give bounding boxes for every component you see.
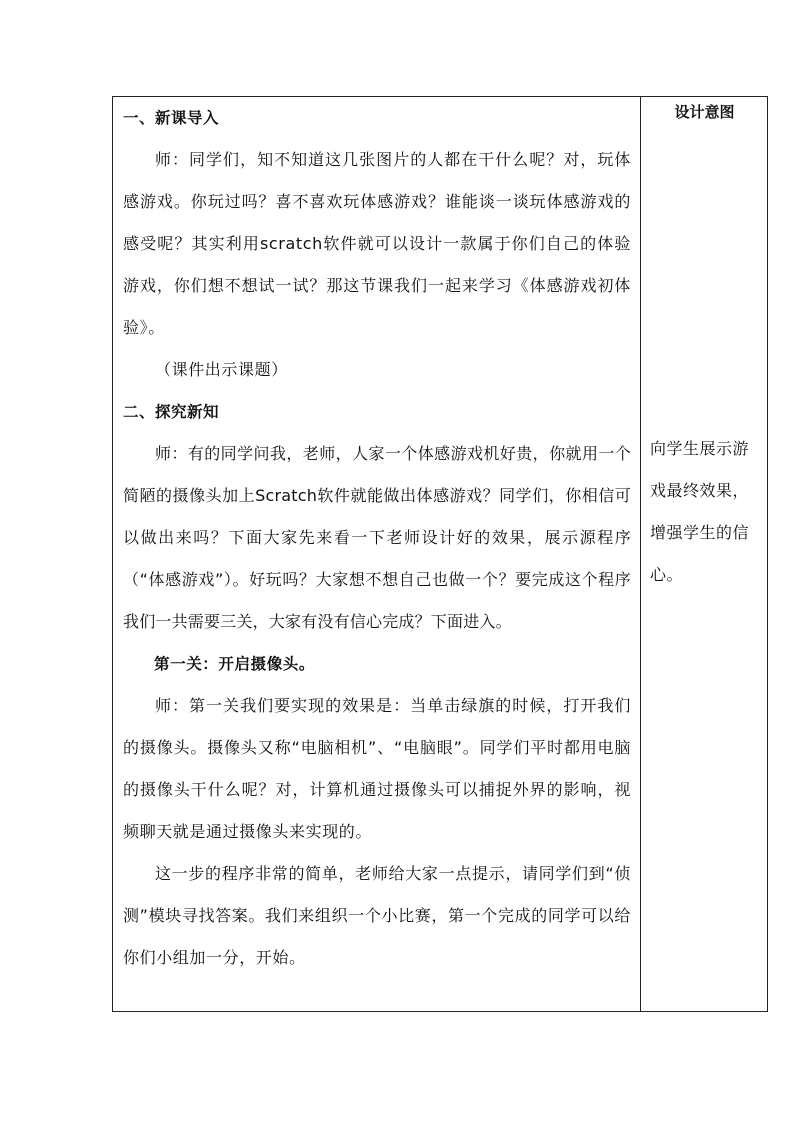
intro-paragraph-2: （课件出示课题）	[155, 360, 288, 379]
design-intent-column	[641, 97, 768, 584]
explore-paragraph-2: 师：第一关我们要实现的效果是：当单击绿旗的时候，打开我们的摄像头。摄像头又称“电脑相机”、“电脑眼”。同学们平时都用电脑的摄像头干什么呢？对，计算机通过摄像头可以捕捉外界的影响，视频聊天就是通过摄像头来实现的。	[123, 696, 631, 841]
lesson-content-column	[123, 97, 631, 979]
column-divider	[640, 97, 641, 1011]
design-intent-header: 设计意图	[674, 103, 735, 121]
intro-paragraph-1: 师：同学们，知不知道这几张图片的人都在干什么呢？对，玩体感游戏。你玩过吗？喜不喜欢玩体感游戏？谁能谈一谈玩体感游戏的感受呢？其实利用scratch软件就可以设计一款属于你们自己的体验游戏，你们想不想试一试？那这节课我们一起来学习《体感游戏初体验》。	[123, 150, 631, 337]
design-intent-note: 向学生展示游戏最终效果，增强学生的信心。	[650, 439, 750, 584]
explore-paragraph-1: 师：有的同学问我，老师，人家一个体感游戏机好贵，你就用一个简陋的摄像头加上Scratch软件就能做出体感游戏？同学们，你相信可以做出来吗？下面大家先来看一下老师设计好的效果，展示源程序（“体感游戏”）。好玩吗？大家想不想自己也做一个？要完成这个程序我们一共需要三关，大家有没有信心完成？下面进入。	[123, 444, 631, 631]
section-heading-explore: 二、探究新知	[123, 403, 220, 421]
lesson-plan-table	[112, 96, 768, 1012]
level-1-heading: 第一关：开启摄像头。	[154, 655, 316, 673]
explore-paragraph-3: 这一步的程序非常的简单，老师给大家一点提示，请同学们到“侦测”模块寻找答案。我们来组织一个小比赛，第一个完成的同学可以给你们小组加一分，开始。	[123, 864, 631, 967]
section-heading-intro: 一、新课导入	[123, 109, 220, 127]
